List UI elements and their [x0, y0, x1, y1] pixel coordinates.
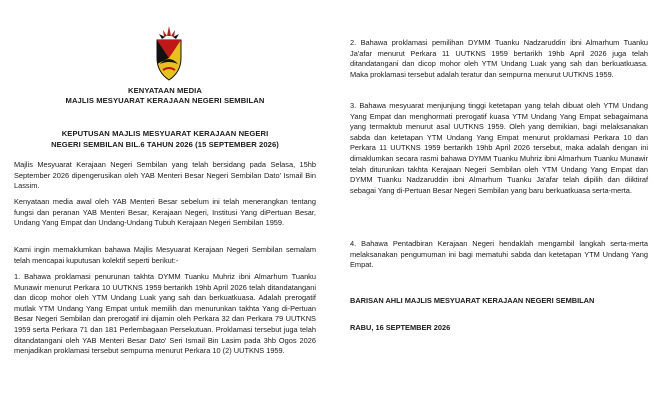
statement-date: RABU, 16 SEPTEMBER 2026: [350, 323, 451, 332]
paragraph-point-3: 3. Bahawa mesyuarat menjunjung tinggi ketetapan yang telah dibuat oleh YTM Undang Yang Empat dan menghormati prerogatif kuasa YTM Undang Yang Empat sebagaimana yang termaktub menurut asal UUTKNS 1959. Oleh yang demikian, bagi melaksanakan sabda dan ketetapan YTM Undang Yang Empat menurut proklamasi Perkara 10 dan Perkara 11 UUTKNS 1959 bertarikh 19hb April 2026 tersebut, maka adalah dengan ini dimaklumkan secara rasmi bahawa DYMM Tuanku Muhriz ibni Almarhum Tuanku Munawir telah diturunkan takhta Kerajaan Negeri Sembilan oleh YTM Undang Yang Empat dan DYMM Tuanku Nadzaruddin ibni Almarhum Tuanku Ja'afar telah dipilih dan diiktiraf sebagai Yang di-Pertuan Besar Negeri Sembilan yang baru berkuatkuasa serta-merta.: [350, 101, 648, 195]
signoff-council-members: BARISAN AHLI MAJLIS MESYUARAT KERAJAAN NEGERI SEMBILAN: [350, 296, 595, 305]
paragraph-point-4: 4. Bahawa Pentadbiran Kerajaan Negeri hendaklah mengambil langkah serta-merta melaksanakan pengumuman ini bagi mematuhi sabda dan ketetapan YTM Undang Yang Empat.: [350, 239, 648, 270]
state-crest-logo: [154, 24, 184, 84]
paragraph-meeting-intro: Majlis Mesyuarat Kerajaan Negeri Sembilan yang telah bersidang pada Selasa, 15hb September 2026 dipengerusikan oleh YAB Menteri Besar Negeri Sembilan Dato' Ismail Bin Lassim.: [14, 160, 316, 191]
paragraph-point-1: 1. Bahawa proklamasi penurunan takhta DYMM Tuanku Muhriz ibni Almarhum Tuanku Munawir menurut Perkara 10 UUTKNS 1959 bertarikh 19hb April 2026 telah ditandatangani dan dicop mohor oleh YTM Undang Luak yang sah dan berkuatkuasa. Adalah prerogatif mutlak YTM Undang Yang Empat untuk memilih dan menurunkan takhta Yang di-Pertuan Besar Negeri Sembilan dan prerogatif ini dijamin oleh Perkara 32 dan Perkara 79 UUTKNS 1959 serta Perkara 71 dan 181 Perlembagaan Persekutuan. Proklamasi tersebut juga telah ditandatangani oleh YAB Menteri Besar Dato' Seri Ismail Bin Lasim pada 3hb Ogos 2026 menjadikan proklamasi tersebut sempurna menurut Perkara 10 (2) UUTKNS 1959.: [14, 272, 316, 356]
media-statement-heading: KENYATAAN MEDIA: [128, 86, 202, 95]
decision-title-line1: KEPUTUSAN MAJLIS MESYUARAT KERAJAAN NEGERI: [61, 129, 269, 138]
paragraph-media-statement: Kenyataan media awal oleh YAB Menteri Besar sebelum ini telah menerangkan tentang fungsi dan peranan YAB Menteri Besar, Kerajaan Negeri, Institusi Yang diPertuan Besar, Undang Yang Empat dan Undang-Undang Tubuh Kerajaan Negeri Sembilan 1959.: [14, 197, 316, 228]
council-name-heading: MAJLIS MESYUARAT KERAJAAN NEGERI SEMBILAN: [65, 96, 265, 105]
paragraph-collective-decision: Kami ingin memaklumkan bahawa Majlis Mesyuarat Kerajaan Negeri Sembilan semalam telah mencapai kuputusan kolektif seperti berikut:-: [14, 245, 316, 265]
paragraph-point-2: 2. Bahawa proklamasi pemilihan DYMM Tuanku Nadzaruddin ibni Almarhum Tuanku Ja'afar menurut Perkara 11 UUTKNS 1959 bertarikh 19hb April 2026 juga telah ditandatangani dan dicop mohor oleh YTM Undang Luak yang sah dan berkuatkuasa. Maka proklamasi tersebut adalah teratur dan sempurna menurut UUTKNS 1959.: [350, 38, 648, 79]
decision-title-line2: NEGERI SEMBILAN BIL.6 TAHUN 2026 (15 SEPTEMBER 2026): [51, 140, 279, 149]
